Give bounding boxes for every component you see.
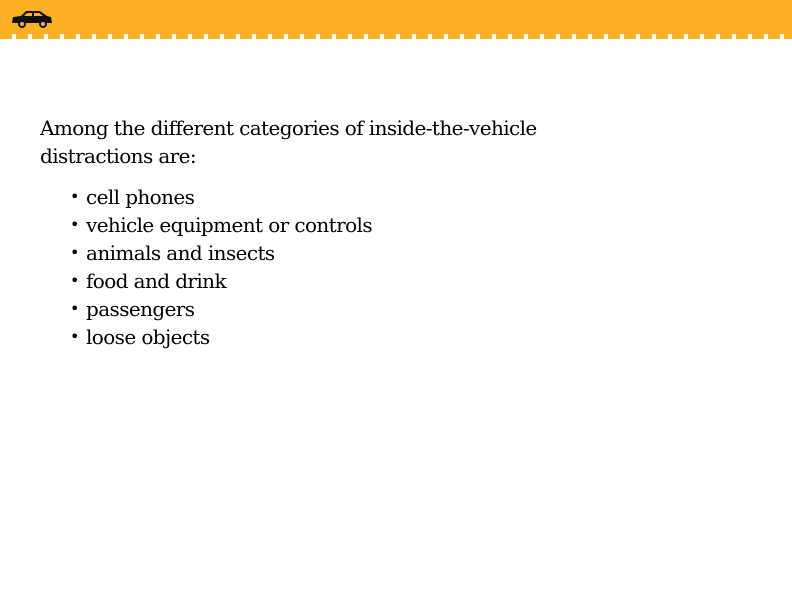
bullet-dot: • xyxy=(70,215,79,234)
bullet-dot: • xyxy=(70,187,79,206)
list-item xyxy=(70,239,580,267)
bullet-dot: • xyxy=(70,299,79,318)
list-item-text: animals and insects xyxy=(86,241,275,265)
header-dashed-border xyxy=(0,34,792,39)
header-band xyxy=(0,0,792,34)
list-item xyxy=(70,211,580,239)
list-item-text: food and drink xyxy=(86,269,226,293)
distraction-list xyxy=(40,183,580,351)
bullet-dot: • xyxy=(70,327,79,346)
list-item xyxy=(70,267,580,295)
list-item xyxy=(70,295,580,323)
list-item-text: cell phones xyxy=(86,185,195,209)
bullet-dot: • xyxy=(70,243,79,262)
list-item xyxy=(70,323,580,351)
list-item-text: vehicle equipment or controls xyxy=(86,213,372,237)
list-item xyxy=(70,183,580,211)
list-item-text: passengers xyxy=(86,297,195,321)
bullet-dot: • xyxy=(70,271,79,290)
list-item-text: loose objects xyxy=(86,325,210,349)
slide-content xyxy=(40,114,580,351)
car-icon xyxy=(10,8,54,30)
intro-paragraph: Among the different categories of inside-the-vehicle distractions are: xyxy=(40,116,537,168)
